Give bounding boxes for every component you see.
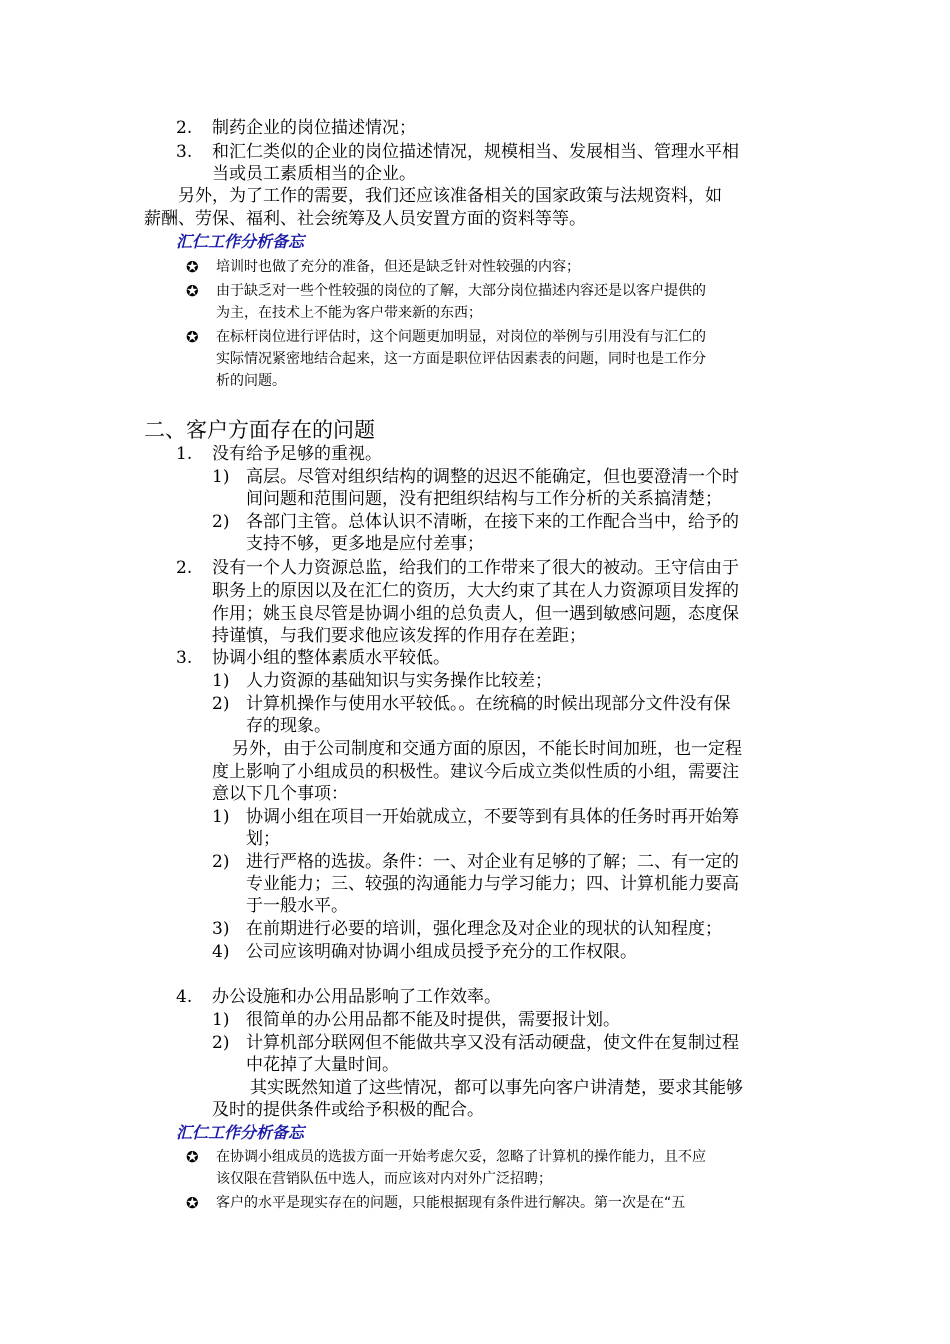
sub-item-text: 各部门主管。总体认识不清晰，在接下来的工作配合当中，给予的	[246, 512, 739, 532]
sub-item-text: 人力资源的基础知识与实务操作比较差；	[246, 671, 552, 691]
memo-item-text: 实际情况紧密地结合起来，这一方面是职位评估因素表的问题，同时也是工作分	[216, 351, 706, 367]
paragraph-line: 另外，由于公司制度和交通方面的原因，不能长时间加班，也一定程	[232, 739, 742, 759]
list-item-text: 当或员工素质相当的企业。	[212, 164, 416, 184]
sub-item-text: 计算机操作与使用水平较低。。在统稿的时候出现部分文件没有保	[246, 694, 731, 714]
list-number: 3.	[176, 648, 193, 668]
memo-title: 汇仁工作分析备忘	[176, 232, 305, 251]
list-number: 3.	[176, 142, 193, 162]
bullet-icon: ✪	[186, 328, 199, 346]
sub-number: 1)	[212, 807, 230, 827]
paragraph-line: 薪酬、劳保、福利、社会统筹及人员安置方面的资料等等。	[144, 209, 586, 229]
sub-number: 3)	[212, 919, 230, 939]
memo-item-text: 由于缺乏对一些个性较强的岗位的了解，大部分岗位描述内容还是以客户提供的	[216, 283, 706, 299]
sub-item-text: 专业能力；三、较强的沟通能力与学习能力；四、计算机能力要高	[246, 874, 739, 894]
paragraph-line: 意以下几个事项：	[212, 784, 348, 804]
paragraph-line: 其实既然知道了这些情况，都可以事先向客户讲清楚，要求其能够	[250, 1078, 743, 1098]
sub-item-text: 很简单的办公用品都不能及时提供，需要报计划。	[246, 1010, 620, 1030]
memo-item-text: 客户的水平是现实存在的问题，只能根据现有条件进行解决。第一次是在“五	[216, 1195, 686, 1211]
sub-item-text: 于一般水平。	[246, 896, 348, 916]
sub-item-text: 计算机部分联网但不能做共享又没有活动硬盘，使文件在复制过程	[246, 1033, 739, 1053]
sub-item-text: 中花掉了大量时间。	[246, 1055, 399, 1075]
paragraph-line: 度上影响了小组成员的积极性。建议今后成立类似性质的小组，需要注	[212, 762, 739, 782]
list-item-text: 制药企业的岗位描述情况；	[212, 118, 416, 138]
bullet-icon: ✪	[186, 1148, 199, 1166]
list-item-text: 作用；姚玉良尽管是协调小组的总负责人，但一遇到敏感问题，态度保	[212, 604, 739, 624]
list-item-text: 持谨慎，与我们要求他应该发挥的作用存在差距；	[212, 626, 586, 646]
paragraph-line: 另外，为了工作的需要，我们还应该准备相关的国家政策与法规资料，如	[178, 186, 722, 206]
bullet-icon: ✪	[186, 258, 199, 276]
list-item-text: 没有给予足够的重视。	[212, 444, 382, 464]
sub-item-text: 公司应该明确对协调小组成员授予充分的工作权限。	[246, 942, 637, 962]
list-item-text: 没有一个人力资源总监，给我们的工作带来了很大的被动。王守信由于	[212, 558, 739, 578]
list-item-text: 和汇仁类似的企业的岗位描述情况，规模相当、发展相当、管理水平相	[212, 142, 739, 162]
sub-item-text: 存的现象。	[246, 716, 331, 736]
list-item-text: 办公设施和办公用品影响了工作效率。	[212, 987, 501, 1007]
sub-item-text: 在前期进行必要的培训，强化理念及对企业的现状的认知程度；	[246, 919, 722, 939]
sub-item-text: 间问题和范围问题，没有把组织结构与工作分析的关系搞清楚；	[246, 489, 722, 509]
memo-item-text: 该仅限在营销队伍中选人，而应该对内对外广泛招聘；	[216, 1171, 552, 1187]
sub-item-text: 协调小组在项目一开始就成立，不要等到有具体的任务时再开始筹	[246, 807, 739, 827]
section-heading: 二、客户方面存在的问题	[144, 418, 375, 442]
memo-item-text: 在协调小组成员的选拔方面一开始考虑欠妥，忽略了计算机的操作能力，且不应	[216, 1149, 706, 1165]
list-number: 4.	[176, 987, 193, 1007]
sub-number: 2)	[212, 512, 230, 532]
memo-title: 汇仁工作分析备忘	[176, 1123, 305, 1142]
list-item-text: 职务上的原因以及在汇仁的资历，大大约束了其在人力资源项目发挥的	[212, 581, 739, 601]
list-number: 1.	[176, 444, 193, 464]
memo-item-text: 培训时也做了充分的准备，但还是缺乏针对性较强的内容；	[216, 259, 580, 275]
sub-number: 4)	[212, 942, 230, 962]
list-number: 2.	[176, 118, 193, 138]
memo-item-text: 为主，在技术上不能为客户带来新的东西；	[216, 305, 482, 321]
sub-item-text: 支持不够，更多地是应付差事；	[246, 534, 484, 554]
bullet-icon: ✪	[186, 282, 199, 300]
list-item-text: 协调小组的整体素质水平较低。	[212, 648, 450, 668]
memo-item-text: 析的问题。	[216, 373, 286, 389]
sub-item-text: 高层。尽管对组织结构的调整的迟迟不能确定，但也要澄清一个时	[246, 467, 739, 487]
sub-number: 1)	[212, 467, 230, 487]
sub-number: 2)	[212, 694, 230, 714]
paragraph-line: 及时的提供条件或给予积极的配合。	[212, 1100, 484, 1120]
sub-number: 2)	[212, 1033, 230, 1053]
sub-item-text: 进行严格的选拔。条件：一、对企业有足够的了解；二、有一定的	[246, 852, 739, 872]
sub-number: 1)	[212, 1010, 230, 1030]
sub-number: 2)	[212, 852, 230, 872]
sub-number: 1)	[212, 671, 230, 691]
list-number: 2.	[176, 558, 193, 578]
memo-item-text: 在标杆岗位进行评估时，这个问题更加明显，对岗位的举例与引用没有与汇仁的	[216, 329, 706, 345]
bullet-icon: ✪	[186, 1194, 199, 1212]
sub-item-text: 划；	[246, 829, 280, 849]
